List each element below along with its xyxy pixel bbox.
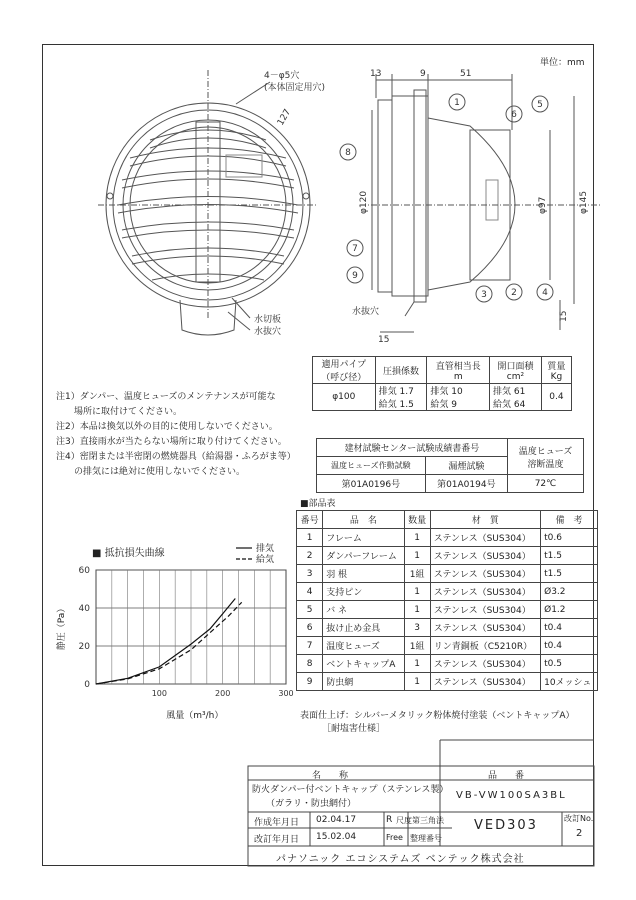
spec-h3a: 直管相当長 bbox=[435, 361, 481, 372]
note-line: 注2）本品は換気以外の目的に使用しないでください。 bbox=[56, 422, 278, 432]
finish-line-2: ［耐塩害仕様］ bbox=[322, 724, 386, 734]
rev-no-label: 改訂No. bbox=[564, 814, 594, 823]
cert-v2: 第01A0194号 bbox=[425, 475, 507, 493]
title-number-label: 品 番 bbox=[488, 771, 525, 781]
parts-cell: ステンレス（SUS304） bbox=[430, 655, 540, 673]
spec-len-supply: 給気 9 bbox=[430, 400, 458, 410]
parts-cell: 10メッシュ bbox=[541, 673, 598, 691]
y-tick-label: 20 bbox=[78, 642, 90, 652]
parts-header-1: 品 名 bbox=[323, 511, 404, 529]
dim-9: 9 bbox=[420, 69, 426, 79]
spec-h5a: 質量 bbox=[547, 361, 566, 372]
parts-cell: 6 bbox=[297, 619, 323, 637]
parts-cell: t0.5 bbox=[541, 655, 598, 673]
spec-h4b: cm² bbox=[506, 371, 525, 382]
scale-r: R bbox=[386, 815, 393, 825]
parts-header-0: 番号 bbox=[297, 511, 323, 529]
parts-cell: ステンレス（SUS304） bbox=[430, 673, 540, 691]
balloon-1: 1 bbox=[454, 98, 460, 108]
method-label: 尺度 bbox=[396, 816, 412, 825]
parts-cell: 3 bbox=[297, 565, 323, 583]
cert-col1: 温度ヒューズ作動試験 bbox=[317, 457, 426, 475]
dim-15-side: 15 bbox=[559, 310, 569, 322]
hole-sub-label: (本体固定用穴) bbox=[264, 83, 326, 93]
parts-cell: 1 bbox=[404, 655, 430, 673]
parts-cell: t0.4 bbox=[541, 619, 598, 637]
legend-label: 給気 bbox=[256, 555, 275, 565]
parts-cell: バ ネ bbox=[323, 601, 404, 619]
parts-cell: 防虫網 bbox=[323, 673, 404, 691]
scale-free: Free bbox=[386, 833, 403, 842]
product-name-2: （ガラリ・防虫網付） bbox=[266, 799, 357, 809]
parts-cell: 1 bbox=[404, 673, 430, 691]
balloon-2: 2 bbox=[511, 288, 517, 298]
spec-h3b: m bbox=[453, 371, 463, 382]
balloon-6: 6 bbox=[511, 110, 517, 120]
y-tick-label: 60 bbox=[78, 566, 90, 576]
cert-col2: 漏煙試験 bbox=[425, 457, 507, 475]
projection: 第三角法 bbox=[412, 816, 444, 825]
parts-cell: t0.4 bbox=[541, 637, 598, 655]
balloon-9: 9 bbox=[352, 271, 358, 281]
parts-cell: Ø1.2 bbox=[541, 601, 598, 619]
hole-label: 4－φ5穴 bbox=[264, 71, 300, 81]
ref-label: 整理番号 bbox=[410, 834, 442, 843]
cert-v1: 第01A0196号 bbox=[317, 475, 426, 493]
parts-cell: t0.6 bbox=[541, 529, 598, 547]
dim-13: 13 bbox=[370, 69, 382, 79]
dim-145: φ145 bbox=[579, 190, 589, 214]
made-label: 作成年月日 bbox=[254, 818, 300, 828]
dim-97: φ97 bbox=[538, 196, 548, 214]
dim-15-bottom: 15 bbox=[378, 335, 390, 345]
made-date: 02.04.17 bbox=[316, 815, 357, 825]
parts-cell: ステンレス（SUS304） bbox=[430, 529, 540, 547]
label-drain-hole: 水抜穴 bbox=[254, 327, 282, 337]
parts-header-3: 材 質 bbox=[430, 511, 540, 529]
title-name-label: 名 称 bbox=[312, 771, 349, 781]
balloon-3: 3 bbox=[481, 290, 487, 300]
label-water-plate: 水切板 bbox=[254, 315, 282, 325]
label-drain-hole-side: 水抜穴 bbox=[352, 307, 380, 317]
parts-cell: フレーム bbox=[323, 529, 404, 547]
parts-cell: 温度ヒューズ bbox=[323, 637, 404, 655]
spec-pipe: φ100 bbox=[313, 384, 376, 411]
dim-120: φ120 bbox=[359, 190, 369, 214]
spec-area-supply: 給気 64 bbox=[493, 400, 526, 410]
rev-date: 15.02.04 bbox=[316, 832, 357, 842]
parts-cell: 1 bbox=[297, 529, 323, 547]
parts-cell: 抜け止め金具 bbox=[323, 619, 404, 637]
parts-cell: 8 bbox=[297, 655, 323, 673]
note-line: 注3）直接雨水が当たらない場所に取り付けてください。 bbox=[56, 437, 287, 447]
spec-h1a: 適用パイプ bbox=[321, 360, 367, 370]
spec-loss-supply: 給気 1.5 bbox=[378, 400, 414, 410]
finish-line-1: 表面仕上げ：シルバーメタリック粉体焼付塗装（ベントキャップA） bbox=[300, 711, 575, 721]
cert-fuse-b: 溶断温度 bbox=[527, 459, 564, 470]
parts-cell: 1 bbox=[404, 547, 430, 565]
parts-cell: 羽 根 bbox=[323, 565, 404, 583]
parts-cell: ステンレス（SUS304） bbox=[430, 601, 540, 619]
spec-h4a: 開口面積 bbox=[497, 361, 534, 372]
spec-loss-exhaust: 排気 1.7 bbox=[378, 387, 414, 397]
spec-h5b: Kg bbox=[550, 371, 563, 382]
x-tick-label: 300 bbox=[278, 689, 294, 698]
balloon-5: 5 bbox=[537, 100, 543, 110]
y-axis-label: 静圧（Pa） bbox=[57, 603, 67, 651]
parts-title: ■部品表 bbox=[300, 499, 336, 509]
parts-cell: ベントキャップA bbox=[323, 655, 404, 673]
parts-cell: 4 bbox=[297, 583, 323, 601]
parts-cell: 1 bbox=[404, 583, 430, 601]
parts-cell: ステンレス（SUS304） bbox=[430, 565, 540, 583]
parts-header-2: 数量 bbox=[404, 511, 430, 529]
note-line: 注1）ダンパー、温度ヒューズのメンテナンスが可能な bbox=[56, 392, 276, 402]
cert-v3: 72℃ bbox=[507, 475, 583, 493]
parts-cell: 2 bbox=[297, 547, 323, 565]
cert-fuse-a: 温度ヒューズ bbox=[518, 446, 573, 457]
parts-cell: 支持ピン bbox=[323, 583, 404, 601]
chart-title: ■ 抵抗損失曲線 bbox=[92, 548, 165, 559]
parts-cell: ダンパーフレーム bbox=[323, 547, 404, 565]
parts-cell: 1組 bbox=[404, 637, 430, 655]
parts-cell: リン青銅板（C5210R） bbox=[430, 637, 540, 655]
part-number: VB-VW100SA3BL bbox=[456, 790, 567, 801]
parts-cell: ステンレス（SUS304） bbox=[430, 547, 540, 565]
y-tick-label: 40 bbox=[78, 604, 90, 614]
legend-label: 排気 bbox=[256, 544, 275, 554]
x-tick-label: 200 bbox=[215, 689, 231, 698]
spec-h1b: （呼び径） bbox=[321, 373, 367, 383]
spec-area-exhaust: 排気 61 bbox=[493, 387, 526, 397]
y-tick-label: 0 bbox=[84, 680, 90, 690]
dim-51: 51 bbox=[460, 69, 472, 79]
spec-h2: 圧損係数 bbox=[375, 357, 427, 384]
balloon-7: 7 bbox=[352, 244, 358, 254]
unit-label: 単位：mm bbox=[540, 58, 585, 68]
parts-header-4: 備 考 bbox=[541, 511, 598, 529]
parts-cell: Ø3.2 bbox=[541, 583, 598, 601]
parts-cell: t1.5 bbox=[541, 565, 598, 583]
parts-cell: 5 bbox=[297, 601, 323, 619]
note-line: 注4）密閉または半密閉の燃焼器具（給湯器・ふろがま等） bbox=[56, 452, 296, 462]
dim-127: 127 bbox=[275, 107, 294, 128]
company-name: パナソニック エコシステムズ ベンテック株式会社 bbox=[276, 854, 525, 865]
x-tick-label: 100 bbox=[151, 689, 167, 698]
cert-title: 建材試験センター試験成績書番号 bbox=[317, 439, 508, 457]
balloon-4: 4 bbox=[542, 288, 548, 298]
rev-no: 2 bbox=[576, 828, 583, 839]
parts-cell: 1 bbox=[404, 529, 430, 547]
spec-len-exhaust: 排気 10 bbox=[430, 387, 463, 397]
note-line: の排気には絶対に使用しないでください。 bbox=[56, 467, 246, 477]
x-axis-label: 風量（m³/h） bbox=[166, 711, 224, 721]
ref-number: VED303 bbox=[474, 818, 538, 833]
parts-cell: 7 bbox=[297, 637, 323, 655]
parts-cell: t1.5 bbox=[541, 547, 598, 565]
parts-cell: 9 bbox=[297, 673, 323, 691]
product-name-1: 防火ダンパー付ベントキャップ（ステンレス製） bbox=[252, 785, 449, 795]
parts-cell: ステンレス（SUS304） bbox=[430, 583, 540, 601]
parts-cell: 1組 bbox=[404, 565, 430, 583]
rev-label: 改訂年月日 bbox=[254, 835, 300, 845]
parts-cell: ステンレス（SUS304） bbox=[430, 619, 540, 637]
note-line: 場所に取付けてください。 bbox=[56, 407, 183, 417]
parts-cell: 1 bbox=[404, 601, 430, 619]
spec-mass: 0.4 bbox=[541, 384, 571, 411]
balloon-8: 8 bbox=[345, 148, 351, 158]
parts-cell: 3 bbox=[404, 619, 430, 637]
